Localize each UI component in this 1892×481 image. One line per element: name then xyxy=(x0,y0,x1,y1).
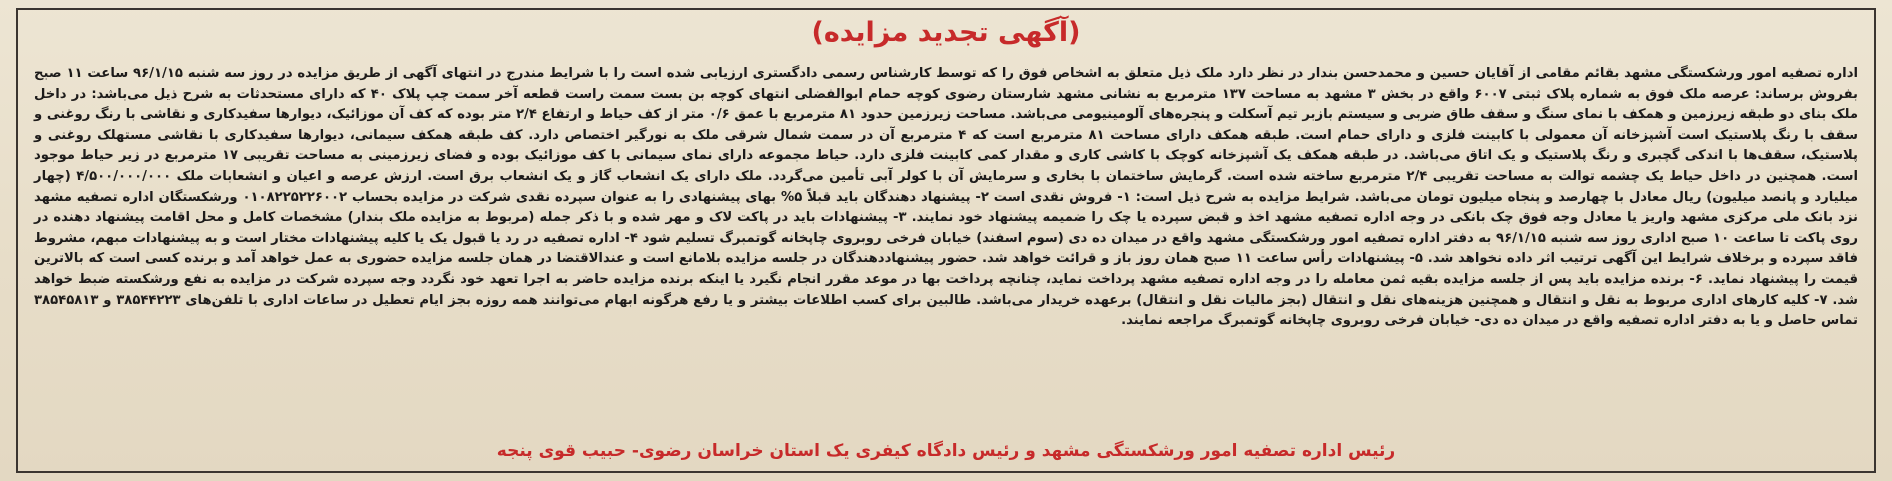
notice-title: (آگهی تجدید مزایده) xyxy=(811,17,1081,48)
notice-signature: رئیس اداره تصفیه امور ورشکستگی مشهد و رئیس دادگاه کیفری یک استان خراسان رضوی- حبیب قوی پنجه xyxy=(496,441,1396,461)
notice-body: اداره تصفیه امور ورشکستگی مشهد بقائم مقامی از آقایان حسین و محمدحسن بندار در نظر دارد ملک ذیل متعلق به اشخاص فوق را که توسط کارشناس رسمی دادگستری ارزیابی شده است را با شرایط مندرج در انتهای آگهی از طریق مزایده در روز سه شنبه ۹۶/۱/۱۵ ساعت ۱۱ صبح بفروش برساند: عرصه ملک فوق به شماره پلاک ثبتی ۶۰۰۷ واقع در بخش ۳ مشهد به مساحت ۱۳۷ مترمربع به نشانی مشهد شارستان رضوی کوچه حمام ابوالفضلی انتهای کوچه بن بست سمت راست قطعه آخر سمت چپ پلاک ۴۰ که دارای مستحدثات به شرح ذیل می‌باشد: در داخل ملک بنای دو طبقه زیرزمین و همکف با نمای سنگ و سقف طاق ضربی و سیستم بازبر تیم آسکلت و پنجره‌های آلومینیومی می‌باشد. مساحت زیرزمین حدود ۸۱ مترمربع با عمق ۰/۶ متر از کف حیاط و ارتفاع ۲/۴ متر بوده که کف آن موزائیک، دیوارها سفیدکاری و نقاشی با رنگ روغنی و سقف با رنگ پلاستیک است آشپزخانه آن معمولی با کابینت فلزی و دارای حمام است. طبقه همکف دارای مساحت ۸۱ مترمربع است که ۴ مترمربع آن در سمت شمال شرقی ملک به نورگیر اختصاص دارد. کف طبقه همکف سیمانی، دیوارها سفیدکاری با نقاشی مستهلک روغنی و پلاستیک، سقف‌ها با اندکی گچبری و رنگ پلاستیک و یک اتاق می‌باشد. در طبقه همکف یک آشپزخانه کوچک با کاشی کاری و مقدار کمی کابینت فلزی دارد. حیاط مجموعه دارای نمای سیمانی با کف موزائیک بوده و فضای زیرزمینی به مساحت تقریبی ۱۷ مترمربع در زیر حیاط موجود است. همچنین در داخل حیاط یک چشمه توالت به مساحت تقریبی ۲/۴ مترمربع ساخته شده است. گرمایش ساختمان با بخاری و سرمایش آن با کولر آبی تأمین می‌گردد. ملک دارای یک انشعاب گاز و یک انشعاب برق است. ارزش عرصه و اعیان و انشعابات ملک ۴/۵۰۰/۰۰۰/۰۰۰ (چهار میلیارد و پانصد میلیون) ریال معادل با چهارصد و پنجاه میلیون تومان می‌باشد. شرایط مزایده به شرح ذیل است: ۱- فروش نقدی است ۲- پیشنهاد دهندگان باید قبلاً ۵% بهای پیشنهادی را به عنوان سپرده نقدی شرکت در مزایده بحساب ۰۱۰۸۲۲۵۲۲۶۰۰۲ ورشکستگان اداره تصفیه مشهد نزد بانک ملی مرکزی مشهد واریز یا معادل وجه فوق چک بانکی در وجه اداره تصفیه مشهد اخذ و قبض سپرده یا چک را ضمیمه پیشنهاد خود نمایند. ۳- پیشنهادات باید در پاکت لاک و مهر شده و با ذکر جمله (مربوط به مزایده ملک بندار) مشخصات کامل و محل اقامت پیشنهاد دهنده در روی پاکت تا ساعت ۱۰ صبح اداری روز سه شنبه ۹۶/۱/۱۵ به دفتر اداره تصفیه امور ورشکستگی مشهد واقع در میدان ده دی (سوم اسفند) خیابان فرخی روبروی چاپخانه گوتمبرگ تسلیم شود ۴- اداره تصفیه در رد یا قبول یک یا کلیه پیشنهادات مختار است و به پیشنهادات مبهم، مشروط فاقد سپرده و برخلاف شرایط این آگهی ترتیب اثر داده نخواهد شد. ۵- پیشنهادات رأس ساعت ۱۱ صبح همان روز باز و قرائت خواهد شد. حضور پیشنهاددهندگان در جلسه مزایده بلامانع است و عندالاقتضا در همان جلسه مزایده حضوری به عمل خواهد آمد و برنده کسی است که بالاترین قیمت را پیشنهاد نماید. ۶- برنده مزایده باید پس از جلسه مزایده بقیه ثمن معامله را در وجه اداره تصفیه مشهد پرداخت نماید، چنانچه پرداخت بها در موعد مقرر انجام نگیرد یا اینکه برنده مزایده حاضر به اجرا تعهد خود نگردد وجه سپرده شرکت در مزایده به نفع ورشکسته ضبط خواهد شد. ۷- کلیه کارهای اداری مربوط به نقل و انتقال و همچنین هزینه‌های نقل و انتقال (بجز مالیات نقل و انتقال) برعهده خریدار می‌باشد. طالبین برای کسب اطلاعات بیشتر و یا رفع هرگونه ابهام می‌توانند همه روزه بجز ایام تعطیل در ساعات اداری با تلفن‌های ۳۸۵۴۴۲۲۳ و ۳۸۵۴۵۸۱۳ تماس حاصل و یا به دفتر اداره تصفیه واقع در میدان ده دی- خیابان فرخی روبروی چاپخانه گوتمبرگ مراجعه نمایند. xyxy=(34,66,1859,329)
